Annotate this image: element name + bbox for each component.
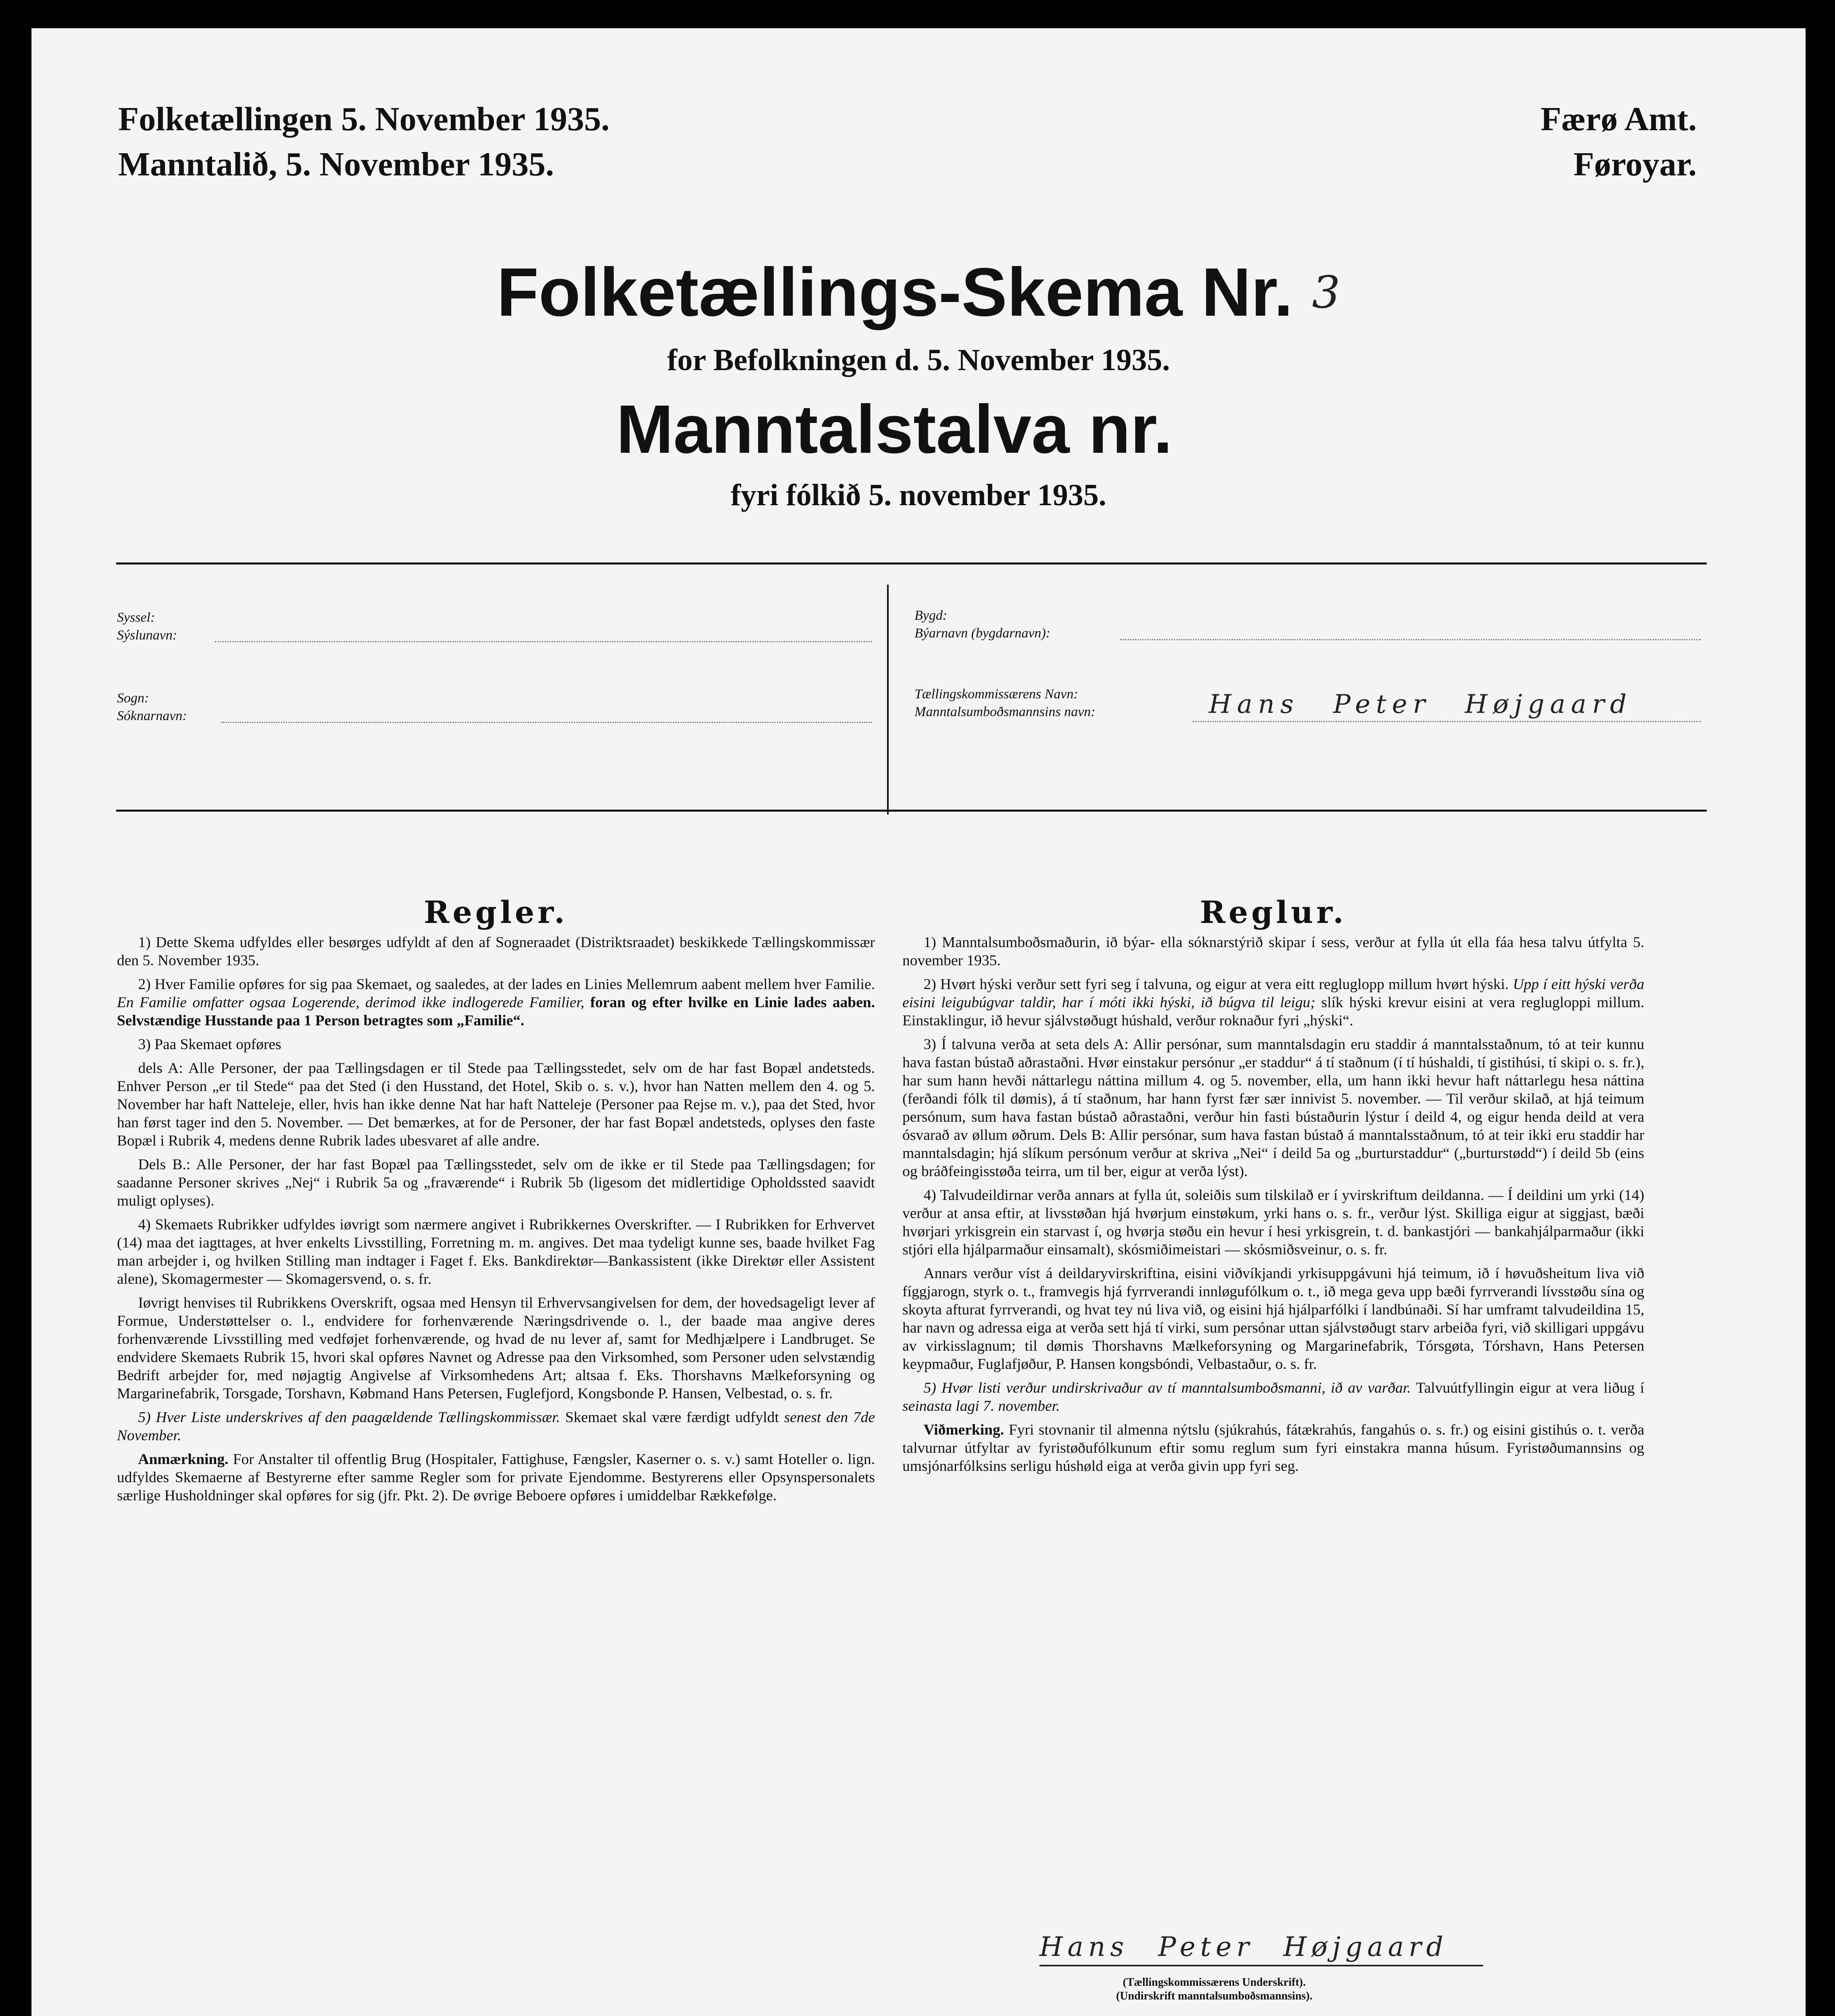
header-title-danish: Folketællingen 5. November 1935. — [118, 100, 610, 138]
signature-caption-faroese: (Undirskrift manntalsumboðsmannsins). — [1116, 1990, 1312, 2002]
field-divider — [887, 585, 889, 814]
reglur-p2: 2) Hvørt hýski verður sett fyri seg í talvuna, og eigur at vera eitt regluglopp millum hvørt hýski. Upp í eitt hýski verða eisini leigubúgvar taldir, har í móti ikki hýski, ið búgva til leigu; slík hýski krevur eisini at vera reglugloppi millum. Einstaklingur, ið hevur sjálvstøðugt húshald, verður roknaður fyri „hýski“. — [902, 976, 1644, 1029]
label-syslunavn: Sýslunavn: — [117, 628, 177, 643]
field-sogn — [117, 689, 187, 725]
regler-p5: 5) Hver Liste underskrives af den paagældende Tællingskommissær. Skemaet skal være færdigt udfyldt senest den 7de November. — [117, 1409, 875, 1444]
regler-p4: 4) Skemaets Rubrikker udfyldes iøvrigt som nærmere angivet i Rubrikkernes Overskrifter. — I Rubrikken for Erhvervet (14) maa det iagttages, at hver enkelts Livsstilling, Forretning m. m. angives. Det maa tydeligt kunne ses, baade hvilket Fag man arbejder i, og hvilken Stilling man indtager i Faget f. Eks. Bankdirektør—Bankassistent (ikke Direktør eller Assistent alene), Skomagermester — Skomagersvend, o. s. fr. — [117, 1216, 875, 1287]
census-form-sheet — [31, 28, 1806, 2016]
signature-handwritten: Hans Peter Højgaard — [1039, 1931, 1483, 1966]
header-foroyar: Føroyar. — [1573, 146, 1697, 183]
bygd-input[interactable] — [1120, 639, 1701, 640]
form-title-faroese: Manntalstalva nr. — [616, 391, 1173, 468]
bottom-rule — [116, 810, 1707, 812]
label-kommissaer: Tællingskommissærens Navn: — [914, 687, 1078, 702]
title-block-danish — [31, 254, 1806, 331]
header-amt: Færø Amt. — [1540, 100, 1697, 138]
top-rule — [116, 562, 1707, 564]
header-title-faroese: Manntalið, 5. November 1935. — [118, 146, 554, 183]
label-soknarnavn: Sóknarnavn: — [117, 708, 187, 723]
reglur-heading: Reglur. — [1200, 894, 1347, 930]
signature-caption-danish: (Tællingskommissærens Underskrift). — [1123, 1976, 1306, 1989]
reglur-p4: 4) Talvudeildirnar verða annars at fylla út, soleiðis sum tilskilað er í yvirskriftum deildanna. — Í deildini um yrki (14) verður at ansa eftir, at livsstøðan hjá hvørjum einstøkum, yrki hans o. s. fr., verður lýst. Skilliga eigur at siggjast, bæði hvørjari yrkisgrein ein starvast í, og hvørja støðu ein hevur í hesi yrkisgrein, t. d. bankastjóri — bankahjálparmaður (ikki stjóri ella hjálparmaður einsamalt), skósmiðimeistari — skósmiðsveinur, o. s. fr. — [902, 1187, 1644, 1258]
reglur-p3: 3) Í talvuna verða at seta dels A: Allir persónar, sum manntalsdagin eru staddir á manntalsstaðnum, tó at teir kunnu hava fastan bústað aðrastaðni. Hvør einstakur persónur „er staddur“ á tí staðnum (í tí húshaldi, tí gistihúsi, tí skipi o. s. fr.), har sum hann hevði náttarlegu náttina millum 4. og 5. november, ella, um hann ikki hevur haft náttarlegu hesa náttina (ferðandi fólk til dømis), á tí staðnum, har hann fyrst fær sær innivist 5. november. — Til verður skilað, at hjá teimum persónum, sum hava fastan bústað aðrastaðni, verður hin fasti bústaðurin lýstur í deild 4, og eigur henda deild at vera ósvarað av øllum øðrum. Dels B: Allir persónar, sum hava fastan bústað á manntalsstaðnum, tó at teir ikki eru staddir har manntalsdagin; hjá slíkum persónum verður at skriva „Nei“ í deild 5a og „burturstaddur“ („burturstødd“) í deild 5b (eins og bráðfeingisstøða teirra, um til ber, eigur at verða lýst). — [902, 1036, 1644, 1180]
header-left — [118, 97, 610, 187]
form-subtitle-faroese: fyri fólkið 5. november 1935. — [731, 478, 1106, 512]
regler-p2: 2) Hver Familie opføres for sig paa Skemaet, og saaledes, at der lades en Linies Mellemrum aabent mellem hver Familie. En Familie omfatter ogsaa Logerende, derimod ikke indlogerede Familier, foran og efter hvilke en Linie lades aaben. Selvstændige Husstande paa 1 Person betragtes som „Familie“. — [117, 976, 875, 1029]
field-syssel — [117, 609, 177, 644]
signature-captions — [1116, 1976, 1312, 2003]
label-umbodsmadur: Manntalsumboðsmannsins navn: — [914, 704, 1096, 719]
label-sogn: Sogn: — [117, 691, 149, 706]
regler-heading: Regler. — [424, 894, 568, 930]
kommissaer-name-handwritten: Hans Peter Højgaard — [1209, 689, 1632, 719]
label-byarnavn: Býarnavn (bygdarnavn): — [914, 626, 1051, 641]
kommissaer-input[interactable] — [1193, 721, 1701, 722]
regler-p1: 1) Dette Skema udfyldes eller besørges udfyldt af den af Sogneraadet (Distriktsraadet) beskikkede Tællingskommissær den 5. November 1935. — [117, 934, 875, 969]
form-title-danish: Folketællings-Skema Nr. — [497, 254, 1293, 331]
syssel-input[interactable] — [215, 641, 872, 642]
form-subtitle-danish: for Befolkningen d. 5. November 1935. — [667, 343, 1170, 377]
field-bygd — [914, 607, 1050, 642]
reglur-vidmerking: Viðmerking. Fyri stovnanir til almenna nýtslu (sjúkrahús, fátækrahús, fangahús o. s. fr.) og eisini gistihús o. t. verða talvurnar útfyltar av fyristøðufólkunum eftir somu reglum sum fyri einstakra manna húsum. Fyristøðumannsins og umsjónarfólksins serligu húshøld eiga at verða givin upp fyri seg. — [902, 1422, 1645, 1475]
reglur-p5: 5) Hvør listi verður undirskrivaður av tí manntalsumboðsmanni, ið av varðar. Talvuútfyllingin eigur at vera liðug í seinasta lagi 7. november. — [902, 1380, 1644, 1414]
form-number-handwritten: 3 — [1312, 267, 1340, 318]
header-right — [1541, 97, 1697, 187]
regler-p4b: Iøvrigt henvises til Rubrikkens Overskrift, ogsaa med Hensyn til Erhvervsangivelsen for dem, der hovedsageligt lever af Formue, Understøttelser o. l., endvidere for forhenværende Næringsdrivende o. l., der baade maa angive deres forhenværende Livsstilling med vedføjet forhenværende, og hvad de nu lever af, samt for Medhjælpere i Landbruget. Se endvidere Skemaets Rubrik 15, hvori skal opføres Navnet og Adresse paa den Virksomhed, som Personer uden selvstændig Bedrift arbejder for, med nøjagtig Angivelse af Virksomhedens Art; altsaa f. Eks. Thorshavns Mælkeforsyning og Margarinefabrik, Torsgade, Torshavn, Købmand Hans Petersen, Fuglefjord, Kongsbonde P. Hansen, Velbestad, o. s. fr. — [117, 1295, 875, 1402]
label-bygd: Bygd: — [914, 608, 948, 623]
field-kommissaer — [914, 685, 1096, 721]
reglur-p1: 1) Manntalsumboðsmaðurin, ið býar- ella sóknarstýrið skipar í sess, verður at fylla út ella fáa hesa talvu útfylta 5. november 1935. — [902, 934, 1644, 969]
regler-p3: 3) Paa Skemaet opføres — [138, 1036, 281, 1053]
regler-p3b: Dels B.: Alle Personer, der har fast Bopæl paa Tællingsstedet, selv om de ikke er til Stede paa Tællingsdagen; for saadanne Personer skrives „Nej“ i Rubrik 5a og „fraværende“ i Rubrik 5b (ligesom det midlertidige Opholdssted saavidt muligt oplyses). — [117, 1156, 875, 1209]
reglur-p4b: Annars verður víst á deildaryvirskriftina, eisini viðvíkjandi yrkisuppgávuni hjá teimum, ið í høvuðsheitum liva við fíggjarogn, styrk o. t., framvegis hjá fyrrverandi innløgufólkum o. t., ið mega geva upp bæði fyrrverandi lívsstøðu sína og skoyta afturat fyrrverandi, og hvat tey nú liva við, og eisini hjá hjálparfólki í landbúnaði. Sí har umframt talvudeildina 15, har navn og adressa eiga at verða sett hjá tí virki, sum persónar uttan sjálvstøðugt starv arbeiða fyri, við skilligari uppgávu av virkisslagnum; til dømis Thorshavns Mælkeforsyning og Margarinefabrik, Tórsgøta, Tórshavn, Hans Petersen keypmaður, Fuglafjøður, P. Hansen kongsbóndi, Velbastaður, o. s. fr. — [902, 1265, 1644, 1372]
regler-column — [117, 894, 875, 1510]
regler-p3a: dels A: Alle Personer, der paa Tællingsdagen er til Stede paa Tællingsstedet, selv om de har fast Bopæl andetsteds. Enhver Person „er til Stede“ paa det Sted (i den Husstand, det Hotel, Skib o. s. v.), hvor han Natten mellem den 4. og 5. November har haft Natteleje, eller, hvis han ikke denne Nat har haft Natteleje (Personer paa Rejse m. v.), paa det Sted, hvor han først tager ind den 5. November. — Det bemærkes, at for de Personer, der har fast Bopæl andetsteds, oplyses den faste Bopæl i Rubrik 4, medens denne Rubrik lades ubesvaret af alle andre. — [117, 1060, 875, 1149]
label-syssel: Syssel: — [117, 610, 155, 625]
sogn-input[interactable] — [221, 722, 872, 723]
reglur-column — [902, 894, 1645, 1481]
regler-anmaerkning: Anmærkning. For Anstalter til offentlig Brug (Hospitaler, Fattighuse, Fængsler, Kaserner o. s. v.) samt Hoteller o. lign. udfyldes Skemaerne af Bestyrerne efter samme Regler som for private Ejendomme. Bestyrerens eller Opsynspersonalets særlige Husholdninger skal opføres for sig (jfr. Pkt. 2). De øvrige Beboere opføres i umiddelbar Rækkefølge. — [117, 1451, 875, 1504]
